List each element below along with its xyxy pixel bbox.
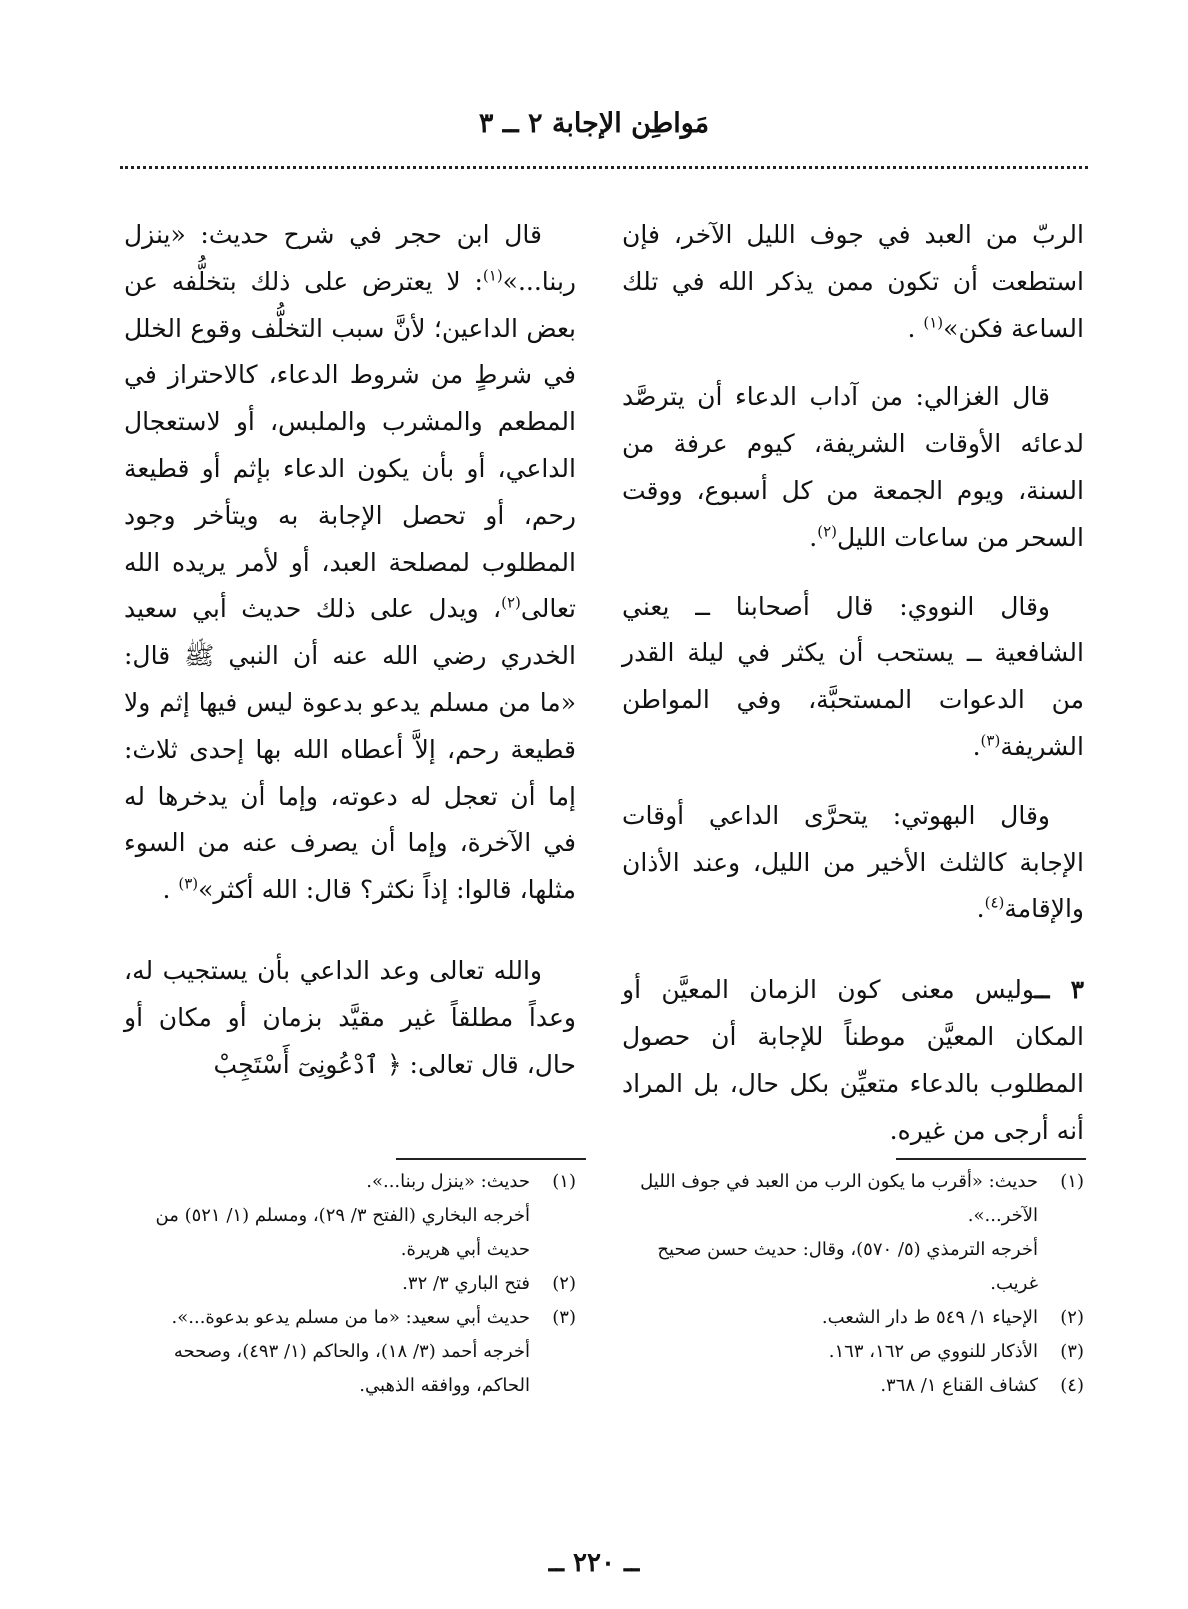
right-paragraph-3 xyxy=(622,584,1084,771)
section-number: ٣ ــ xyxy=(1034,975,1085,1005)
footnote-number: (٢) xyxy=(1060,1307,1084,1328)
footnote-ref-2[interactable]: (٢) xyxy=(817,522,837,541)
footnote-source: أخرجه أحمد (٣/ ١٨)، والحاكم (١/ ٤٩٣)، وصححه الحاكم، ووافقه الذهبي. xyxy=(173,1341,530,1396)
footnote-text: الإحياء ١/ ٥٤٩ ط دار الشعب. xyxy=(821,1307,1038,1328)
footnote-text: حديث: «ينزل ربنا...». xyxy=(366,1171,530,1192)
left-paragraph-2 xyxy=(124,948,576,1088)
footnote-ref-4[interactable]: (٤) xyxy=(984,894,1005,913)
footnote-item xyxy=(616,1165,1084,1233)
footnote-number: (٣) xyxy=(1060,1341,1084,1362)
right-p3-text: وقال النووي: قال أصحابنا ــ يعني الشافعية ــ يستحب أن يكثر في ليلة القدر من الدعوات المستحبَّة، وفي المواطن الشريفة xyxy=(622,591,1084,761)
left-p2-text: والله تعالى وعد الداعي بأن يستجيب له، وعداً مطلقاً غير مقيَّد بزمان أو مكان أو حال، قال تعالى: ﴿ ٱدْعُونِىٓ أَسْتَجِبْ xyxy=(124,955,576,1079)
right-paragraph-4 xyxy=(622,793,1084,933)
footnote-ref-3[interactable]: (٣) xyxy=(980,731,1001,750)
footnote-ref-1[interactable]: (١) xyxy=(482,266,503,285)
footnote-item xyxy=(616,1301,1084,1335)
right-p3-end: . xyxy=(972,731,981,761)
footnote-rule-right xyxy=(896,1158,1086,1160)
right-p5-text: وليس معنى كون الزمان المعيَّن أو المكان المعيَّن موطناً للإجابة أن حصول المطلوب بالدعاء متعيِّن بكل حال، بل المراد أنه أرجى من غيره. xyxy=(622,975,1084,1145)
footnote-item xyxy=(616,1335,1084,1369)
footnotes-right xyxy=(616,1165,1084,1403)
header-dotted-rule xyxy=(120,166,1088,169)
footnote-ref-2[interactable]: (٢) xyxy=(501,594,521,613)
footnotes-left xyxy=(124,1165,576,1403)
footnote-text: الأذكار للنووي ص ١٦٢، ١٦٣. xyxy=(828,1341,1038,1362)
right-p4-end: . xyxy=(976,894,985,924)
footnote-item xyxy=(616,1369,1084,1403)
right-p1-end: . xyxy=(907,313,924,343)
left-p1-part-b: : لا يعترض على ذلك بتخلُّفه عن بعض الداعين؛ لأنَّ سبب التخلُّف وقوع الخلل في شرطٍ من شروط الدعاء، كالاحتراز في المطعم والمشرب والملبس، أو لاستعجال الداعي، أو بأن يكون الدعاء بإثم أو قطيعة رحم، أو تحصل الإجابة به ويتأخر وجود المطلوب لمصلحة العبد، أو لأمر يريده الله تعالى xyxy=(124,266,576,624)
footnote-ref-3[interactable]: (٣) xyxy=(178,874,199,893)
right-p1-text: الربّ من العبد في جوف الليل الآخر، فإن استطعت أن تكون ممن يذكر الله في تلك الساعة فكن» xyxy=(622,220,1084,343)
footnote-ref-1[interactable]: (١) xyxy=(923,313,944,332)
footnote-number: (٣) xyxy=(552,1307,576,1328)
footnote-text: حديث أبي سعيد: «ما من مسلم يدعو بدعوة...». xyxy=(171,1307,530,1328)
right-paragraph-1 xyxy=(622,212,1084,352)
footnote-rule-left xyxy=(396,1158,586,1160)
footnote-number: (٤) xyxy=(1060,1375,1084,1396)
left-p1-part-c: ، ويدل على ذلك حديث أبي سعيد الخدري رضي الله عنه أن النبي ﷺ قال: «ما من مسلم يدعو بدعوة ليس فيها إثم ولا قطيعة رحم، إلاَّ أعطاه الله بها إحدى ثلاث: إما أن تعجل له دعوته، وإما أن يدخرها له في الآخرة، وإما أن يصرف عنه من السوء مثلها، قالوا: إذاً نكثر؟ قال: الله أكثر» xyxy=(124,594,576,905)
footnote-source: أخرجه الترمذي (٥/ ٥٧٠)، وقال: حديث حسن صحيح غريب. xyxy=(657,1239,1038,1294)
footnote-text: كشاف القناع ١/ ٣٦٨. xyxy=(880,1375,1038,1396)
right-p4-text: وقال البهوتي: يتحرَّى الداعي أوقات الإجابة كالثلث الأخير من الليل، وعند الأذان والإقامة xyxy=(622,800,1084,924)
right-paragraph-5 xyxy=(622,967,1084,1154)
footnote-item xyxy=(124,1267,576,1301)
footnote-number: (١) xyxy=(552,1171,576,1192)
right-p2-text: قال الغزالي: من آداب الدعاء أن يترصَّد لدعائه الأوقات الشريفة، كيوم عرفة من السنة، ويوم الجمعة من كل أسبوع، ووقت السحر من ساعات الليل xyxy=(622,382,1084,552)
right-paragraph-2 xyxy=(622,374,1084,561)
right-column xyxy=(622,212,1084,1176)
running-head-title: مَواطِن الإجابة ٢ ــ ٣ xyxy=(478,108,710,139)
left-paragraph-1 xyxy=(124,212,576,914)
left-p1-end: . xyxy=(162,875,179,905)
footnote-item xyxy=(124,1165,576,1199)
left-p1-part-a: قال ابن حجر في شرح حديث: «ينزل ربنا...» xyxy=(124,220,576,296)
page-number: ــ ٢٢٠ ــ xyxy=(548,1548,640,1578)
left-column xyxy=(124,212,576,1110)
footnote-number: (١) xyxy=(1060,1171,1084,1192)
footnote-source: أخرجه البخاري (الفتح ٣/ ٢٩)، ومسلم (١/ ٥٢١) من حديث أبي هريرة. xyxy=(155,1205,530,1260)
footnote-number: (٢) xyxy=(552,1273,576,1294)
footnote-item xyxy=(124,1301,576,1335)
right-p2-end: . xyxy=(809,522,818,552)
footnote-text: فتح الباري ٣/ ٣٢. xyxy=(402,1273,530,1294)
footnote-text: حديث: «أقرب ما يكون الرب من العبد في جوف الليل الآخر...». xyxy=(640,1171,1038,1226)
